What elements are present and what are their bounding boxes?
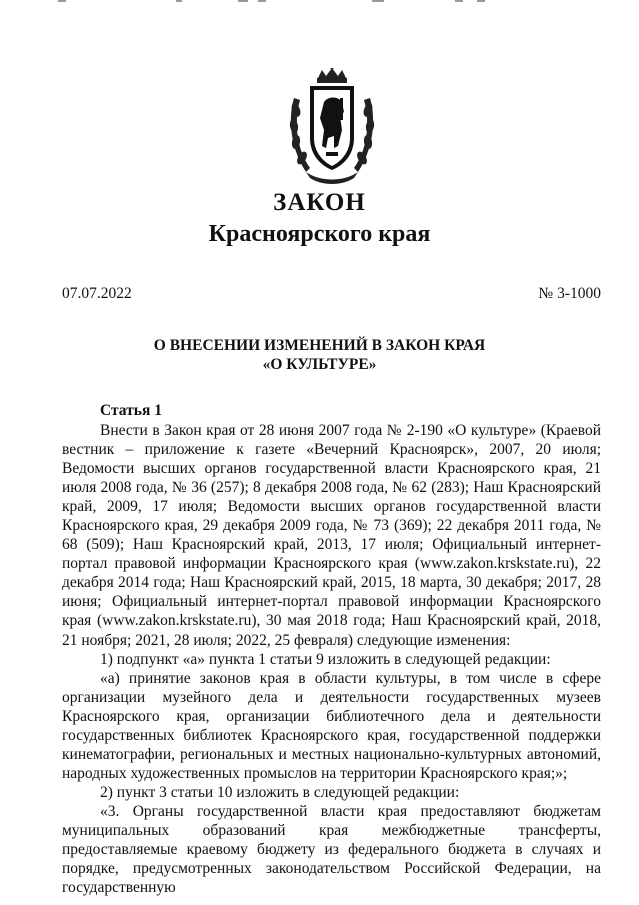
- document-subtitle: Красноярского края: [208, 221, 431, 247]
- law-date: 07.07.2022: [62, 285, 132, 302]
- article-body: [62, 421, 601, 897]
- article-paragraph: Внести в Закон края от 28 июня 2007 года № 2-190 «О культуре» (Краевой вестник – приложение к газете «Вечерний Красноярск», 2007, 20 июля; Ведомости высших органов государственной власти Красноярского края, 21 июля 2008 года, № 36 (257); 8 декабря 2008 года, № 62 (283); Наш Красноярский край, 2009, 17 июля; Ведомости высших органов государственной власти Красноярского края, 29 декабря 2009 года, № 73 (369); 22 декабря 2011 года, № 68 (509); Наш Красноярский край, 2013, 17 июля; Официальный интернет-портал правовой информации Красноярского края (www.zakon.krskstate.ru), 22 декабря 2014 года; Наш Красноярский край, 2015, 18 марта, 30 декабря; 2017, 28 июня; Официальный интернет-портал правовой информации Красноярского края (www.zakon.krskstate.ru), 30 мая 2018 года; Наш Красноярский край, 2018, 21 ноября; 2021, 28 июля; 2022, 25 февраля) следующие изменения:: [62, 422, 601, 649]
- article-heading: Статья 1: [100, 402, 162, 419]
- scan-edge-marks: [0, 0, 639, 8]
- article-paragraph: «3. Органы государственной власти края предоставляют бюджетам муниципальных образований края межбюджетные трансферты, предоставляемые краевому бюджету из федерального бюджета в случаях и порядке, предусмотренных законодательством Российской Федерации, на государственную: [62, 802, 601, 897]
- coat-of-arms-emblem: [284, 68, 380, 186]
- document-title: ЗАКОН: [273, 189, 366, 216]
- article-paragraph: 1) подпункт «а» пункта 1 статьи 9 изложить в следующей редакции:: [100, 650, 551, 668]
- law-number: № 3-1000: [538, 285, 601, 302]
- law-title-line-2: «О КУЛЬТУРЕ»: [262, 356, 377, 373]
- article-paragraph: «а) принятие законов края в области культуры, в том числе в сфере организации музейного дела и деятельности государственных музеев Красноярского края, организации библиотечного дела и деятельности государственных библиотек Красноярского края, государственной поддержки кинематографии, региональных и местных национально-культурных автономий, народных художественных промыслов на территории Красноярского края;»;: [62, 669, 601, 782]
- law-title-line-1: О ВНЕСЕНИИ ИЗМЕНЕНИЙ В ЗАКОН КРАЯ: [153, 337, 486, 354]
- article-paragraph: 2) пункт 3 статьи 10 изложить в следующей редакции:: [100, 783, 460, 801]
